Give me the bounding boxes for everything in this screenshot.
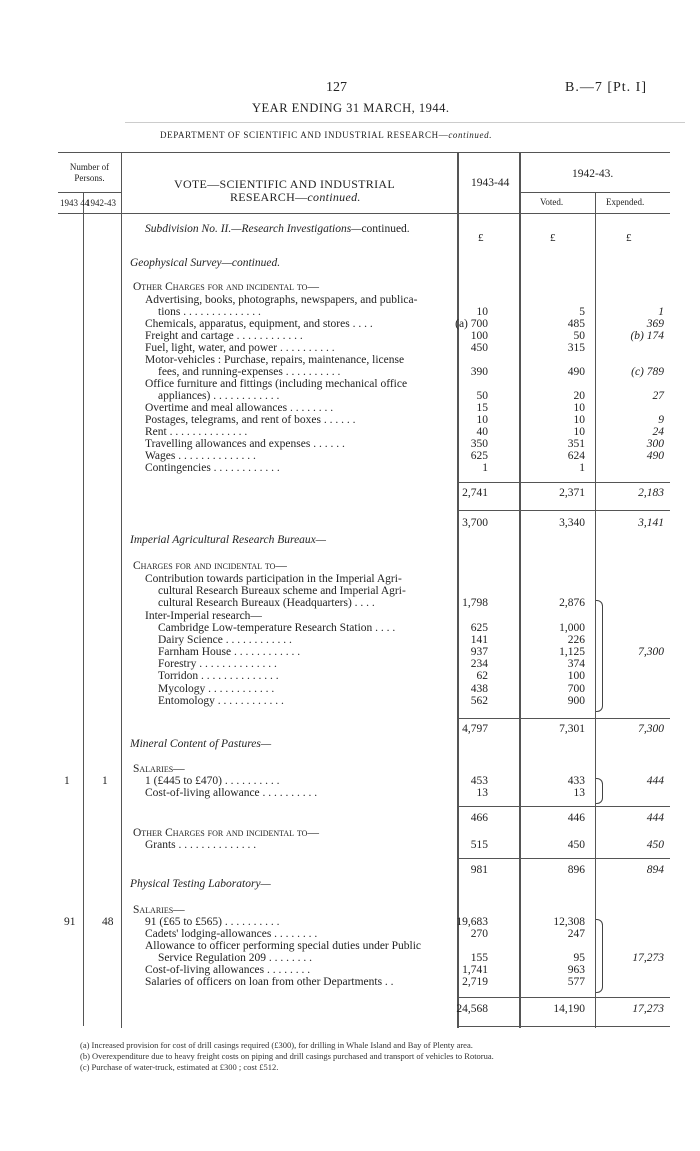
estimate-value: 24,568 <box>456 1003 488 1015</box>
expended-value: 24 <box>652 426 664 438</box>
persons-1942-value: 1 <box>102 775 108 787</box>
estimate-value: 625 <box>470 622 488 634</box>
estimate-value: 19,683 <box>456 916 488 928</box>
estimate-value: 453 <box>470 775 488 787</box>
row-description: Postages, telegrams, and rent of boxes . . . . . . <box>145 414 356 426</box>
voted-value: 20 <box>573 390 585 402</box>
expended-value: 444 <box>646 812 664 824</box>
row-description: Forestry . . . . . . . . . . . . . . <box>158 658 277 670</box>
row-description: appliances) . . . . . . . . . . . . <box>158 390 280 402</box>
voted-value: 14,190 <box>553 1003 585 1015</box>
row-description: Grants . . . . . . . . . . . . . . <box>145 839 257 851</box>
voted-value: 100 <box>567 670 585 682</box>
expended-value: 300 <box>646 438 664 450</box>
row-description: tions . . . . . . . . . . . . . . <box>158 306 261 318</box>
row-description: Charges for and incidental to— <box>133 560 287 572</box>
expended-value: 7,300 <box>638 646 664 658</box>
expended-value: 9 <box>658 414 664 426</box>
row-description: cultural Research Bureaux scheme and Imperial Agri- <box>158 585 406 597</box>
voted-value: 5 <box>579 306 585 318</box>
persons-1943-header: 1943 44 <box>60 198 90 208</box>
row-description: Cost-of-living allowance . . . . . . . . . . <box>145 787 318 799</box>
department-continued: continued. <box>448 130 493 140</box>
footnote-b: (b) Overexpenditure due to heavy freight costs on piping and drill casings purchased and transport of vehicles to Rotorua. <box>80 1051 494 1061</box>
expended-value: 2,183 <box>638 487 664 499</box>
row-description: Motor-vehicles : Purchase, repairs, maintenance, license <box>145 354 405 366</box>
row-description: Service Regulation 209 . . . . . . . . <box>158 952 312 964</box>
row-description: Inter-Imperial research— <box>145 610 262 622</box>
row-description: Allowance to officer performing special duties under Public <box>145 940 422 952</box>
estimate-value: 350 <box>470 438 488 450</box>
row-description: Rent . . . . . . . . . . . . . . <box>145 426 248 438</box>
estimate-value: 1,798 <box>462 597 488 609</box>
voted-value: 10 <box>573 426 585 438</box>
bracket-brace <box>596 778 603 804</box>
row-description: Cambridge Low-temperature Research Station . . . . <box>158 622 396 634</box>
estimate-value: 10 <box>476 306 488 318</box>
estimate-value: 2,719 <box>462 976 488 988</box>
row-description: Dairy Science . . . . . . . . . . . . <box>158 634 292 646</box>
voted-value: 446 <box>567 812 585 824</box>
expended-value: 450 <box>646 839 664 851</box>
estimate-value: 515 <box>470 839 488 851</box>
expended-value: 1 <box>658 306 664 318</box>
expended-currency: £ <box>626 232 632 244</box>
voted-value: 50 <box>573 330 585 342</box>
subdivision-heading <box>145 223 410 235</box>
department-heading <box>160 130 492 140</box>
persons-1942-header: 1942-43 <box>86 198 116 208</box>
voted-value: 485 <box>567 318 585 330</box>
department-name: DEPARTMENT OF SCIENTIFIC AND INDUSTRIAL RESEARCH— <box>160 130 449 140</box>
row-description: 1 (£445 to £470) . . . . . . . . . . <box>145 775 280 787</box>
estimate-value: 450 <box>470 342 488 354</box>
table-header-rule <box>58 213 670 214</box>
row-description: Cost-of-living allowances . . . . . . . . <box>145 964 311 976</box>
expended-value: 27 <box>652 390 664 402</box>
subdivision-continued: continued. <box>361 223 410 235</box>
estimate-value: 155 <box>470 952 488 964</box>
voted-value: 2,371 <box>559 487 585 499</box>
voted-value: 1,125 <box>559 646 585 658</box>
estimate-value: 10 <box>476 414 488 426</box>
persons-1942-value: 48 <box>102 916 114 928</box>
row-description: cultural Research Bureaux (Headquarters) . . . . <box>158 597 375 609</box>
subtotal-rule <box>457 510 670 511</box>
row-description: Contingencies . . . . . . . . . . . . <box>145 462 280 474</box>
estimate-value: 50 <box>476 390 488 402</box>
estimate-value: 1 <box>482 462 488 474</box>
estimate-value: 937 <box>470 646 488 658</box>
row-description: Contribution towards participation in the Imperial Agri- <box>145 573 402 585</box>
estimate-value: 15 <box>476 402 488 414</box>
vote-title-line1: VOTE—SCIENTIFIC AND INDUSTRIAL <box>174 177 395 191</box>
row-description: Wages . . . . . . . . . . . . . . <box>145 450 256 462</box>
voted-value: 450 <box>567 839 585 851</box>
expended-column-header: Expended. <box>606 197 645 207</box>
estimate-value: 40 <box>476 426 488 438</box>
row-description: Travelling allowances and expenses . . . . . . <box>145 438 345 450</box>
row-description: Mineral Content of Pastures— <box>130 738 272 750</box>
voted-value: 1 <box>579 462 585 474</box>
estimate-value: 625 <box>470 450 488 462</box>
voted-value: 10 <box>573 402 585 414</box>
row-description: Imperial Agricultural Research Bureaux— <box>130 534 326 546</box>
voted-value: 374 <box>567 658 585 670</box>
persons-1943-value: 1 <box>64 775 70 787</box>
voted-value: 10 <box>573 414 585 426</box>
footnote-c: (c) Purchase of water-truck, estimated at £300 ; cost £512. <box>80 1062 279 1072</box>
expended-value: (b) 174 <box>630 330 664 342</box>
row-description: Physical Testing Laboratory— <box>130 878 271 890</box>
row-description: Advertising, books, photographs, newspapers, and publica- <box>145 294 418 306</box>
voted-column-border <box>519 152 521 1028</box>
voted-value: 963 <box>567 964 585 976</box>
row-description: Torridon . . . . . . . . . . . . . . <box>158 670 279 682</box>
row-description: Salaries of officers on loan from other Departments . . <box>145 976 394 988</box>
voted-value: 247 <box>567 928 585 940</box>
persons-column-border <box>121 152 122 1028</box>
voted-value: 900 <box>567 695 585 707</box>
row-description: Farnham House . . . . . . . . . . . . <box>158 646 301 658</box>
row-description: Chemicals, apparatus, equipment, and stores . . . . <box>145 318 373 330</box>
estimate-value: 62 <box>476 670 488 682</box>
estimate-value: 13 <box>476 787 488 799</box>
table-top-rule <box>58 152 670 153</box>
expended-value: 490 <box>646 450 664 462</box>
voted-value: 351 <box>567 438 585 450</box>
subtotal-rule <box>457 482 670 483</box>
voted-value: 433 <box>567 775 585 787</box>
estimate-value: 1,741 <box>462 964 488 976</box>
row-description: Salaries— <box>133 904 185 916</box>
estimate-value: 438 <box>470 683 488 695</box>
persons-1943-value: 91 <box>64 916 76 928</box>
estimate-value: 234 <box>470 658 488 670</box>
bracket-brace <box>596 919 603 993</box>
estimate-value: (a) 700 <box>455 318 488 330</box>
row-description: Overtime and meal allowances . . . . . . . . <box>145 402 334 414</box>
estimate-year-header: 1943-44 <box>471 177 510 189</box>
estimate-value: 270 <box>470 928 488 940</box>
subdivision-title: Subdivision No. II.—Research Investigations— <box>145 223 362 235</box>
voted-currency: £ <box>550 232 556 244</box>
expended-value: 17,273 <box>632 1003 664 1015</box>
year-heading: YEAR ENDING 31 MARCH, 1944. <box>252 101 450 115</box>
previous-year-header: 1942-43. <box>572 168 614 180</box>
expended-value: 444 <box>646 775 664 787</box>
estimate-value: 4,797 <box>462 723 488 735</box>
voted-value: 315 <box>567 342 585 354</box>
row-description: 91 (£65 to £565) . . . . . . . . . . <box>145 916 280 928</box>
row-description: Office furniture and fittings (including mechanical office <box>145 378 408 390</box>
table-bottom-rule <box>457 1026 670 1027</box>
row-description: fees, and running-expenses . . . . . . . . . . <box>158 366 341 378</box>
voted-value: 13 <box>573 787 585 799</box>
voted-value: 95 <box>573 952 585 964</box>
expended-value: 7,300 <box>638 723 664 735</box>
header-divider <box>125 122 685 123</box>
estimate-value: 981 <box>470 864 488 876</box>
bracket-brace <box>596 600 603 712</box>
estimate-value: 141 <box>470 634 488 646</box>
subtotal-rule <box>457 718 670 719</box>
voted-value: 1,000 <box>559 622 585 634</box>
subtotal-rule <box>457 997 670 998</box>
voted-value: 700 <box>567 683 585 695</box>
vote-title-line2 <box>230 190 361 205</box>
estimate-value: 100 <box>470 330 488 342</box>
estimate-value: 466 <box>470 812 488 824</box>
persons-subheader-rule <box>58 192 121 193</box>
voted-value: 577 <box>567 976 585 988</box>
footnote-a: (a) Increased provision for cost of drill casings required (£300), for drilling in Whale Island and Bay of Plenty area. <box>80 1040 473 1050</box>
voted-column-header: Voted. <box>540 197 564 207</box>
voted-value: 3,340 <box>559 517 585 529</box>
page-number: 127 <box>326 80 347 95</box>
document-reference: B.—7 [Pt. I] <box>565 80 647 95</box>
row-description: Salaries— <box>133 763 185 775</box>
estimate-value: 3,700 <box>462 517 488 529</box>
voted-value: 226 <box>567 634 585 646</box>
row-description: Fuel, light, water, and power . . . . . . . . . . <box>145 342 335 354</box>
vote-title-continued: continued. <box>307 190 361 204</box>
row-description: Other Charges for and incidental to— <box>133 827 319 839</box>
voted-value: 2,876 <box>559 597 585 609</box>
subtotal-rule <box>457 806 670 807</box>
expended-value: (c) 789 <box>631 366 664 378</box>
persons-split-border <box>83 192 84 1026</box>
expended-value: 894 <box>646 864 664 876</box>
estimate-value: 2,741 <box>462 487 488 499</box>
voted-value: 624 <box>567 450 585 462</box>
estimate-value: 562 <box>470 695 488 707</box>
persons-column-header: Number of Persons. <box>69 162 110 183</box>
voted-value: 896 <box>567 864 585 876</box>
estimate-column-border <box>457 152 459 1028</box>
row-description: Entomology . . . . . . . . . . . . <box>158 695 284 707</box>
row-description: Geophysical Survey—continued. <box>130 257 281 269</box>
expended-value: 369 <box>646 318 664 330</box>
row-description: Cadets' lodging-allowances . . . . . . . . <box>145 928 318 940</box>
expended-value: 17,273 <box>632 952 664 964</box>
expended-value: 3,141 <box>638 517 664 529</box>
subtotal-rule <box>457 858 670 859</box>
estimate-currency: £ <box>478 232 484 244</box>
row-description: Mycology . . . . . . . . . . . . <box>158 683 275 695</box>
voted-value: 12,308 <box>553 916 585 928</box>
row-description: Freight and cartage . . . . . . . . . . . . <box>145 330 303 342</box>
voted-value: 7,301 <box>559 723 585 735</box>
voted-value: 490 <box>567 366 585 378</box>
row-description: Other Charges for and incidental to— <box>133 281 319 293</box>
estimate-value: 390 <box>470 366 488 378</box>
vote-title-research: RESEARCH— <box>230 190 308 204</box>
